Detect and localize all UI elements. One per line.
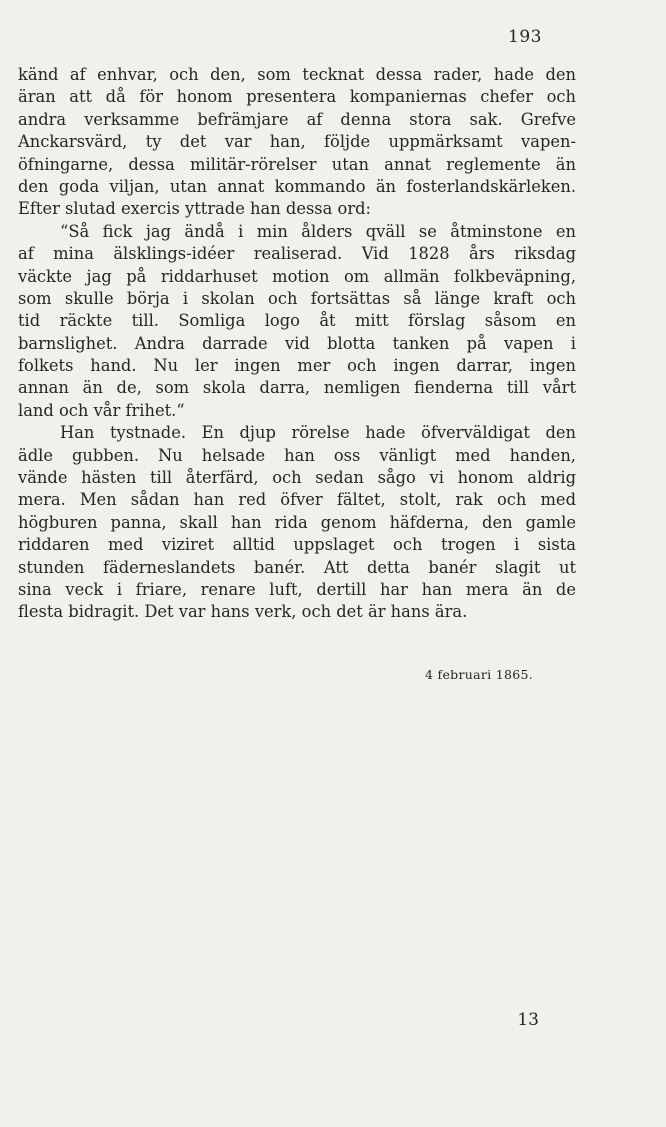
text-line: andra verksamme befrämjare af denna stora sak. Grefve xyxy=(18,109,576,129)
text-line: barnslighet. Andra darrade vid blotta tanken på vapen i xyxy=(18,333,576,353)
dateline: 4 februari 1865. xyxy=(425,667,533,682)
signature-mark: 13 xyxy=(517,1010,539,1030)
page-number: 193 xyxy=(508,27,542,47)
text-line: folkets hand. Nu ler ingen mer och ingen darrar, ingen xyxy=(18,356,576,376)
text-line: riddaren med viziret alltid uppslaget och trogen i sista xyxy=(18,535,576,555)
text-line: “Så fick jag ändå i min ålders qväll se åtminstone en xyxy=(60,221,576,241)
text-line: mera. Men sådan han red öfver fältet, stolt, rak och med xyxy=(18,490,576,510)
text-line: öfningarne, dessa militär-rörelser utan annat reglemente än xyxy=(18,154,576,174)
text-line: sina veck i friare, renare luft, dertill har han mera än de xyxy=(18,579,576,599)
text-line: flesta bidragit. Det var hans verk, och det är hans ära. xyxy=(18,602,468,622)
text-line: vände hästen till återfärd, och sedan sågo vi honom aldrig xyxy=(18,468,576,488)
text-line: Anckarsvärd, ty det var han, följde uppmärksamt vapen- xyxy=(18,132,576,152)
text-line: som skulle börja i skolan och fortsättas så länge kraft och xyxy=(18,288,576,308)
body-text xyxy=(18,64,576,624)
text-line: känd af enhvar, och den, som tecknat dessa rader, hade den xyxy=(18,65,576,84)
text-line: annan än de, som skola darra, nemligen fienderna till vårt xyxy=(18,378,576,398)
text-line: ädle gubben. Nu helsade han oss vänligt med handen, xyxy=(18,445,576,465)
text-line: Efter slutad exercis yttrade han dessa ord: xyxy=(18,199,372,219)
text-line: stunden fäderneslandets banér. Att detta banér slagit ut xyxy=(18,557,576,577)
text-line: tid räckte till. Somliga logo åt mitt förslag såsom en xyxy=(18,311,576,331)
text-line: högburen panna, skall han rida genom häfderna, den gamle xyxy=(18,512,576,532)
text-line: väckte jag på riddarhuset motion om allmän folkbeväpning, xyxy=(18,266,576,286)
text-line: den goda viljan, utan annat kommando än fosterlandskärleken. xyxy=(18,176,576,196)
text-line: land och vår frihet.“ xyxy=(18,400,185,420)
text-line: af mina älsklings-idéer realiserad. Vid 1828 års riksdag xyxy=(18,244,576,264)
text-line: Han tystnade. En djup rörelse hade öfverväldigat den xyxy=(60,423,576,443)
text-line: äran att då för honom presentera kompaniernas chefer och xyxy=(18,87,576,107)
